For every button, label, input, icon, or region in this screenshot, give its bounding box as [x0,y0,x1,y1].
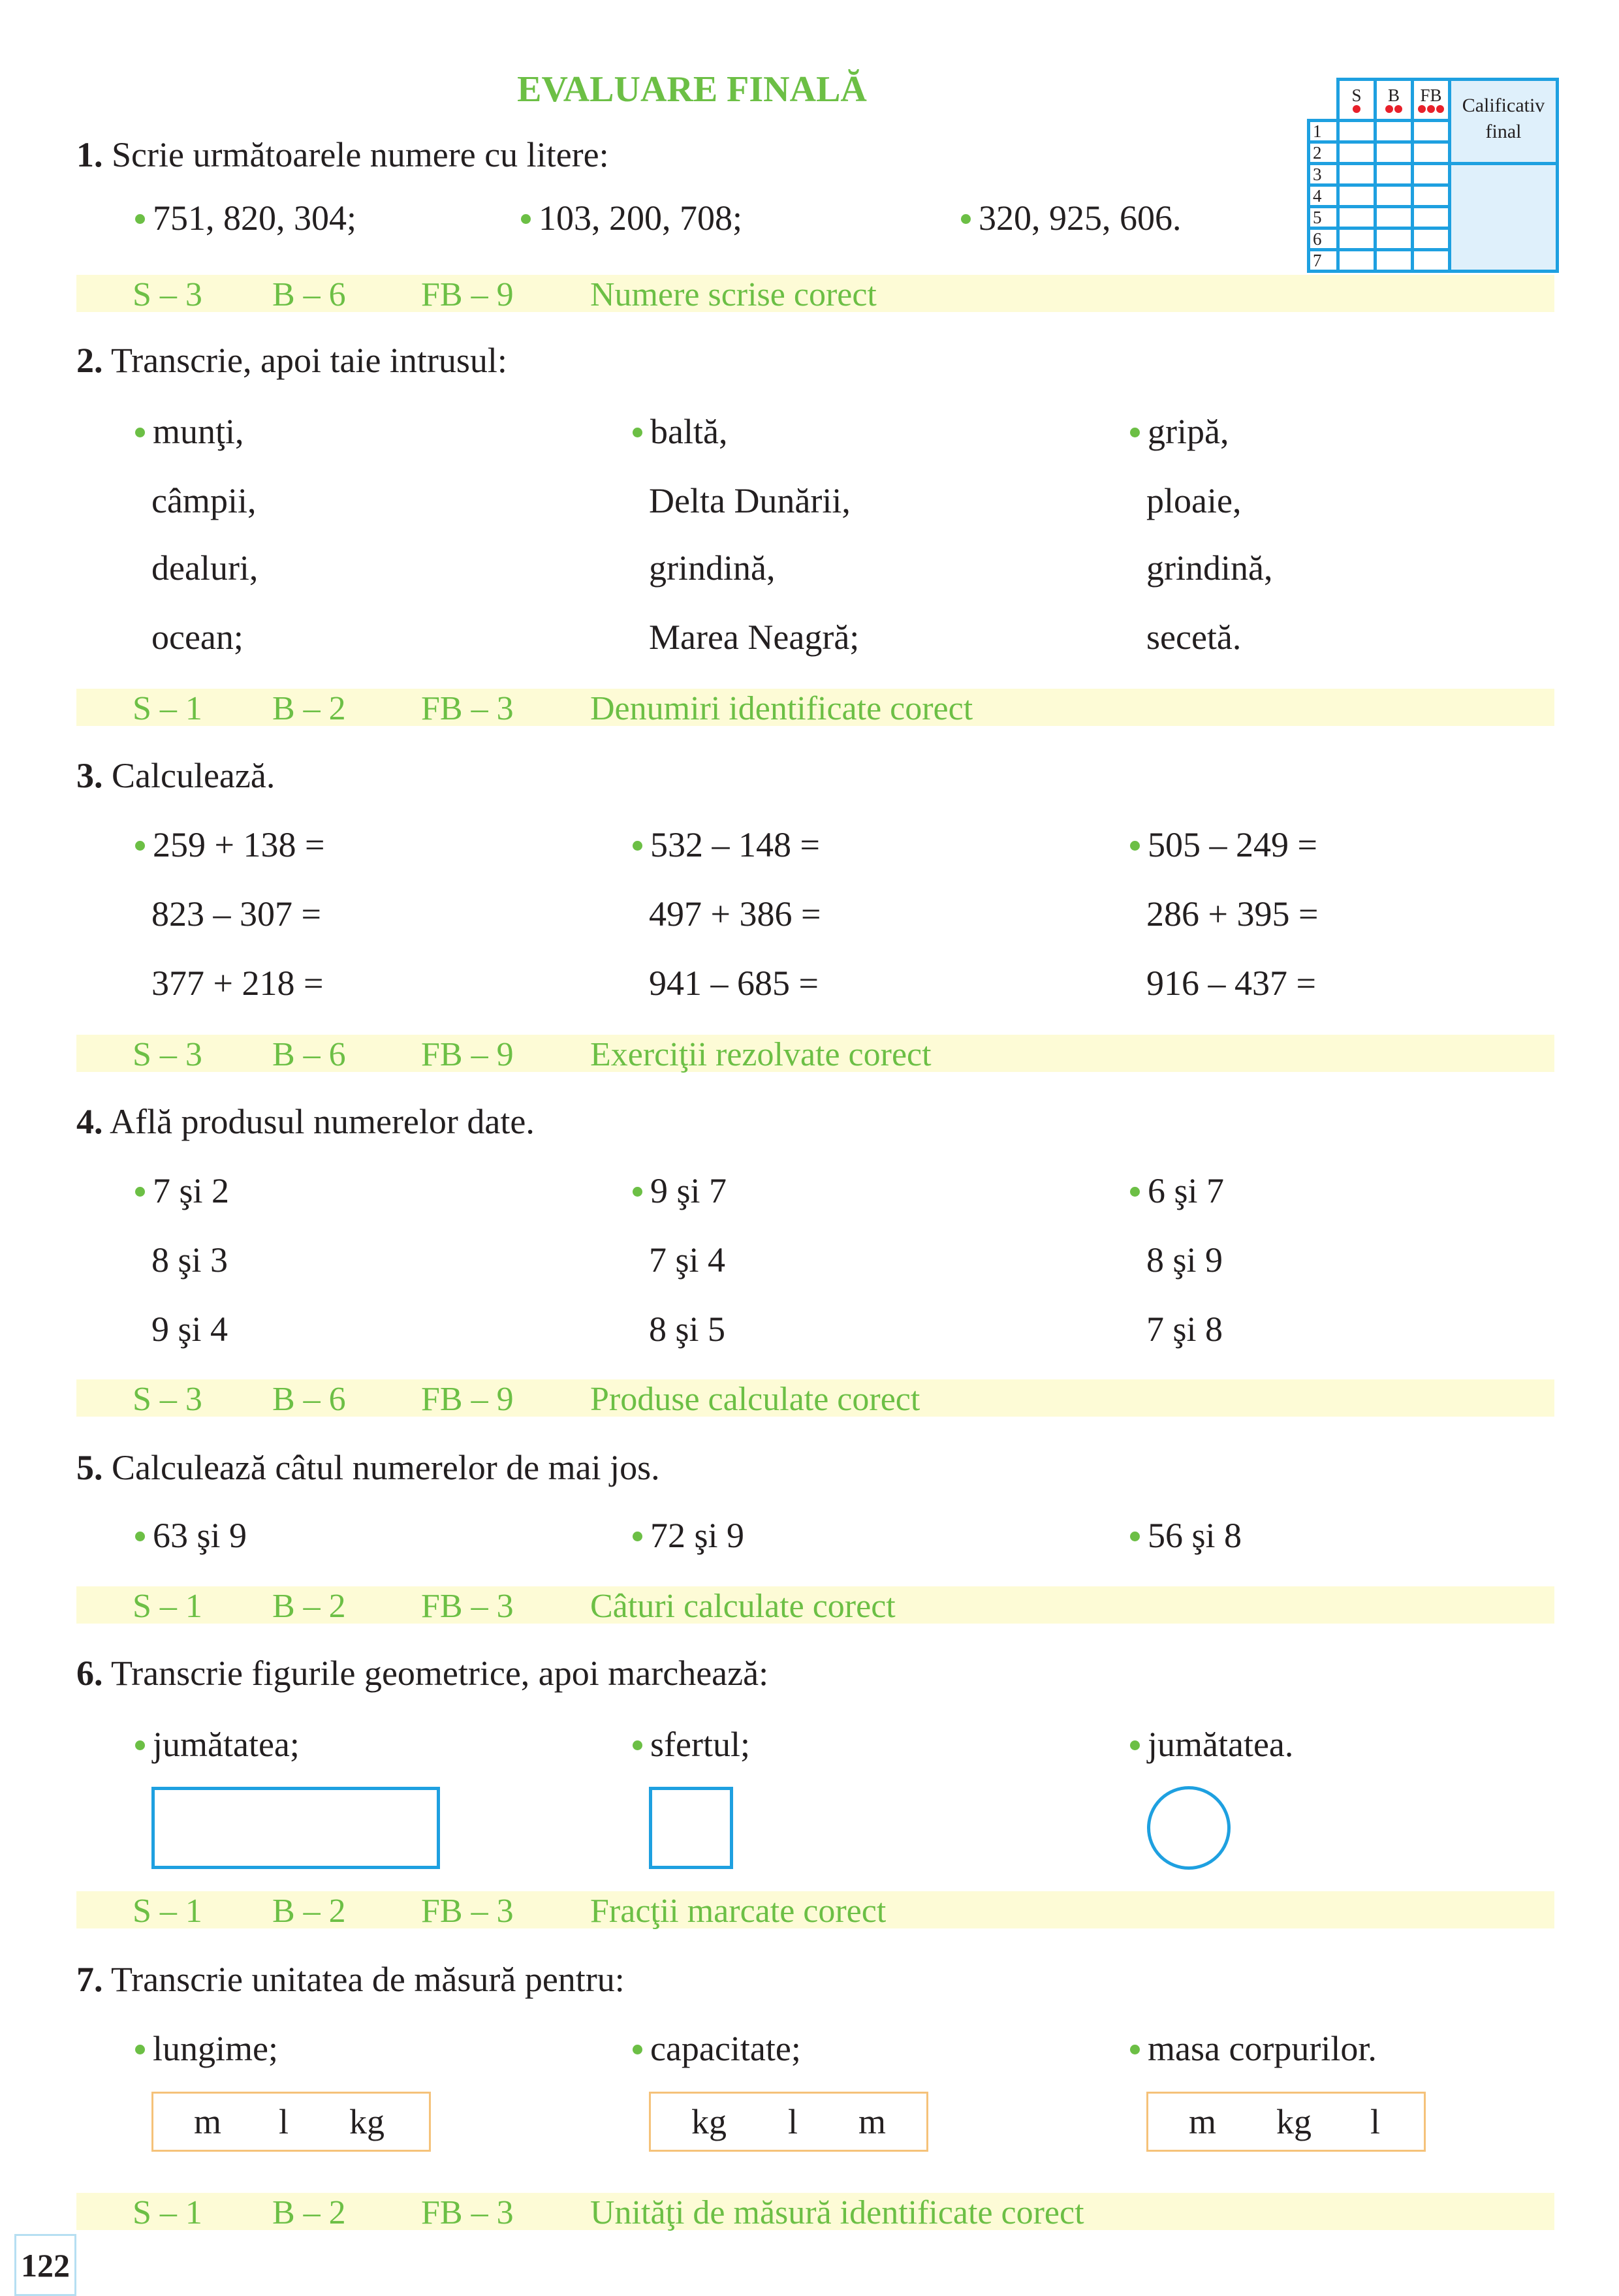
score-band [76,275,1554,312]
score-band [76,1379,1554,1417]
grade-cell[interactable] [1338,121,1375,142]
exercise-7-prompt [76,1962,625,1997]
score-description: Produse calculate corect [590,1381,920,1418]
row-number: 6 [1309,228,1338,250]
item-text: 7 şi 8 [1146,1310,1223,1349]
grade-header-fb [1413,80,1450,121]
exercise-item [151,483,256,518]
score-b: B – 2 [272,1588,346,1625]
exercise-item [1146,966,1316,1001]
unit-options-box [1146,2092,1426,2152]
item-text: grindină, [1146,548,1273,588]
item-text: 56 şi 8 [1148,1516,1242,1555]
item-text: masa corpurilor. [1148,2029,1377,2068]
item-text: 377 + 218 = [151,964,324,1003]
score-s: S – 1 [133,1588,202,1625]
row-number: 1 [1309,121,1338,142]
exercise-item [135,1173,229,1208]
page-number: 122 [14,2234,76,2296]
score-fb: FB – 9 [421,1036,514,1073]
grade-cell[interactable] [1413,250,1450,272]
unit-option[interactable]: kg [1276,2102,1312,2141]
item-text: ocean; [151,618,244,657]
item-text: Marea Neagră; [649,618,860,657]
item-text: 72 şi 9 [650,1516,745,1555]
exercise-item [649,1242,725,1278]
bullet-icon [633,428,642,437]
score-s: S – 3 [133,276,202,313]
score-band [76,1891,1554,1928]
grade-header-b [1375,80,1413,121]
item-text: secetă. [1146,618,1242,657]
score-description: Numere scrise corect [590,276,877,313]
item-text: 8 şi 9 [1146,1240,1223,1280]
exercise-item [1146,1312,1223,1347]
item-text: lungime; [153,2029,278,2068]
exercise-number: 6. [76,1654,103,1693]
grade-cell[interactable] [1375,185,1413,207]
item-text: 8 şi 3 [151,1240,228,1280]
exercise-item [633,1173,727,1208]
exercise-item [151,550,258,586]
exercise-item [135,1518,247,1553]
grade-cell[interactable] [1338,142,1375,164]
bullet-icon [135,428,145,437]
exercise-item [1130,1727,1293,1762]
bullet-icon [633,1187,642,1197]
exercise-number: 2. [76,341,103,380]
score-band [76,1586,1554,1624]
row-number: 7 [1309,250,1338,272]
final-grade-cell[interactable] [1450,164,1558,272]
unit-option[interactable]: kg [349,2102,385,2141]
exercise-item [151,620,244,655]
exercise-item [151,966,323,1001]
bullet-icon [633,2045,642,2054]
grade-cell[interactable] [1338,207,1375,228]
item-text: 320, 925, 606. [979,198,1182,238]
exercise-item [1130,1518,1242,1553]
score-description: Unităţi de măsură identificate corect [590,2194,1084,2231]
exercise-5-prompt [76,1450,660,1485]
grade-cell[interactable] [1413,164,1450,185]
bullet-icon [135,841,145,851]
red-dot-icon [1353,105,1360,113]
grade-cell[interactable] [1375,228,1413,250]
exercise-item [649,966,819,1001]
score-band [76,2193,1554,2230]
unit-option[interactable]: l [1370,2102,1381,2141]
bullet-icon [135,1740,145,1750]
score-b: B – 6 [272,1036,346,1073]
exercise-item [1146,483,1241,518]
item-text: 532 – 148 = [650,825,820,864]
item-text: capacitate; [650,2029,801,2068]
bullet-icon [135,214,145,224]
bullet-icon [135,1532,145,1541]
item-text: 63 şi 9 [153,1516,247,1555]
item-text: Delta Dunării, [649,481,851,520]
grade-cell[interactable] [1413,121,1450,142]
score-fb: FB – 3 [421,1588,514,1625]
item-text: munţi, [153,412,244,451]
exercise-item [521,200,742,236]
score-fb: FB – 3 [421,690,514,727]
unit-option[interactable]: m [858,2102,887,2141]
unit-option[interactable]: m [194,2102,222,2141]
exercise-item [1146,620,1241,655]
final-label: final [1485,121,1522,142]
grade-cell[interactable] [1375,250,1413,272]
grade-cell[interactable] [1413,185,1450,207]
exercise-prompt-text: Calculează câtul numerelor de mai jos. [112,1448,660,1487]
final-grade-header [1450,80,1558,164]
row-number: 3 [1309,164,1338,185]
exercise-6-prompt [76,1656,768,1691]
item-text: jumătatea; [153,1725,300,1764]
exercise-item [1130,827,1317,862]
bullet-icon [135,1187,145,1197]
rectangle-shape [151,1787,440,1869]
item-text: 497 + 386 = [649,894,821,934]
score-b: B – 6 [272,276,346,313]
unit-option[interactable]: l [279,2102,289,2141]
unit-options-box [151,2092,431,2152]
row-number: 2 [1309,142,1338,164]
grade-cell[interactable] [1338,228,1375,250]
exercise-item [649,896,821,932]
grade-cell[interactable] [1375,207,1413,228]
exercise-2-prompt [76,343,507,378]
item-text: 259 + 138 = [153,825,325,864]
item-text: 6 şi 7 [1148,1171,1225,1210]
exercise-item [633,1518,744,1553]
red-dot-icon [1418,105,1426,113]
item-text: 751, 820, 304; [153,198,357,238]
score-b: B – 2 [272,1893,346,1930]
item-text: 103, 200, 708; [539,198,743,238]
grade-cell[interactable] [1413,142,1450,164]
exercise-item [633,2031,801,2066]
bullet-icon [1130,1532,1140,1541]
exercise-item [649,550,775,586]
bullet-icon [1130,1740,1140,1750]
unit-options-box [649,2092,928,2152]
exercise-item [1146,896,1318,932]
score-fb: FB – 3 [421,1893,514,1930]
exercise-number: 1. [76,135,103,174]
grade-cell[interactable] [1413,228,1450,250]
exercise-item [1146,1242,1223,1278]
item-text: 7 şi 2 [153,1171,230,1210]
exercise-item [1146,550,1272,586]
exercise-item [151,1312,228,1347]
exercise-item [151,1242,228,1278]
score-s: S – 3 [133,1036,202,1073]
score-band [76,1035,1554,1072]
grade-cell[interactable] [1375,164,1413,185]
exercise-number: 4. [76,1102,103,1141]
square-shape [649,1787,733,1869]
grade-cell[interactable] [1338,185,1375,207]
red-dot-icon [1385,105,1393,113]
item-text: ploaie, [1146,481,1242,520]
grade-cell[interactable] [1338,250,1375,272]
item-text: sfertul; [650,1725,750,1764]
row-number: 5 [1309,207,1338,228]
item-text: grindină, [649,548,776,588]
bullet-icon [1130,2045,1140,2054]
score-s: S – 3 [133,1381,202,1418]
item-text: 823 – 307 = [151,894,321,934]
score-description: Câturi calculate corect [590,1588,896,1625]
exercise-item [633,414,727,449]
score-s: S – 1 [133,2194,202,2231]
score-s: S – 1 [133,690,202,727]
score-fb: FB – 9 [421,1381,514,1418]
red-dot-icon [1436,105,1444,113]
row-number: 4 [1309,185,1338,207]
score-s: S – 1 [133,1893,202,1930]
score-band [76,689,1554,726]
bullet-icon [1130,428,1140,437]
item-text: 9 şi 4 [151,1310,228,1349]
item-text: 941 – 685 = [649,964,819,1003]
grade-cell[interactable] [1338,164,1375,185]
grade-cell[interactable] [1375,121,1413,142]
exercise-item [1130,414,1229,449]
exercise-number: 7. [76,1960,103,1999]
item-text: baltă, [650,412,728,451]
exercise-number: 5. [76,1448,103,1487]
exercise-item [135,827,324,862]
unit-option[interactable]: m [1189,2102,1217,2141]
exercise-number: 3. [76,756,103,795]
exercise-item [135,2031,278,2066]
exercise-4-prompt [76,1104,535,1139]
exercise-item [649,620,859,655]
bullet-icon [1130,1187,1140,1197]
exercise-prompt-text: Transcrie unitatea de măsură pentru: [111,1960,625,1999]
grade-table [1307,78,1559,273]
score-fb: FB – 3 [421,2194,514,2231]
red-dot-icon [1394,105,1402,113]
circle-shape [1147,1786,1231,1870]
exercise-item [1130,1173,1224,1208]
item-text: gripă, [1148,412,1229,451]
item-text: 286 + 395 = [1146,894,1319,934]
item-text: dealuri, [151,548,259,588]
bullet-icon [521,214,531,224]
item-text: jumătatea. [1148,1725,1294,1764]
score-description: Denumiri identificate corect [590,690,973,727]
item-text: 7 şi 4 [649,1240,726,1280]
grade-header-label: B [1387,86,1400,105]
exercise-prompt-text: Calculează. [112,756,275,795]
exercise-prompt-text: Află produsul numerelor date. [110,1102,535,1141]
exercise-3-prompt [76,758,275,793]
exercise-item [135,414,244,449]
score-description: Exerciţii rezolvate corect [590,1036,932,1073]
grade-cell[interactable] [1413,207,1450,228]
score-b: B – 2 [272,690,346,727]
exercise-item [961,200,1182,236]
bullet-icon [633,1532,642,1541]
exercise-item [151,896,321,932]
score-b: B – 2 [272,2194,346,2231]
item-text: 9 şi 7 [650,1171,727,1210]
score-b: B – 6 [272,1381,346,1418]
table-corner [1309,80,1338,121]
grade-cell[interactable] [1375,142,1413,164]
exercise-item [649,1312,725,1347]
red-dot-icon [1427,105,1435,113]
item-text: câmpii, [151,481,257,520]
exercise-item [633,1727,750,1762]
exercise-prompt-text: Scrie următoarele numere cu litere: [112,135,609,174]
bullet-icon [1130,841,1140,851]
page-title: EVALUARE FINALĂ [517,69,867,110]
exercise-prompt-text: Transcrie figurile geometrice, apoi marchează: [111,1654,769,1693]
bullet-icon [633,841,642,851]
grade-header-s [1338,80,1375,121]
bullet-icon [135,2045,145,2054]
grade-header-label: FB [1420,86,1442,105]
item-text: 8 şi 5 [649,1310,726,1349]
exercise-item [135,200,356,236]
score-fb: FB – 9 [421,276,514,313]
bullet-icon [961,214,971,224]
item-text: 916 – 437 = [1146,964,1316,1003]
grade-header-label: S [1351,86,1362,105]
exercise-prompt-text: Transcrie, apoi taie intrusul: [111,341,507,380]
item-text: 505 – 249 = [1148,825,1317,864]
exercise-item [633,827,820,862]
bullet-icon [633,1740,642,1750]
exercise-1-prompt [76,137,609,172]
unit-option[interactable]: l [788,2102,798,2141]
exercise-item [1130,2031,1377,2066]
unit-option[interactable]: kg [691,2102,727,2141]
final-label: Calificativ [1462,95,1545,116]
exercise-item [649,483,851,518]
exercise-item [135,1727,300,1762]
score-description: Fracţii marcate corect [590,1893,887,1930]
